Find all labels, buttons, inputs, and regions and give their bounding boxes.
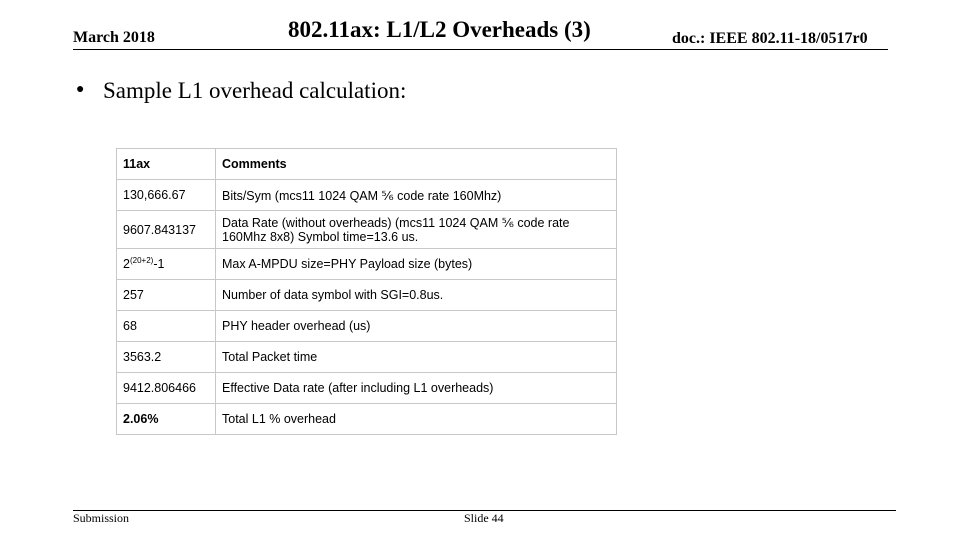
footer-submission: Submission [73,511,130,525]
table-row [117,211,617,249]
header-doc-id: doc.: IEEE 802.11-18/0517r0 [672,30,868,47]
slide-title: 802.11ax: L1/L2 Overheads (3) [288,17,591,42]
value-cell: 130,666.67 [117,180,216,211]
comment-cell: PHY header overhead (us) [216,311,617,342]
comment-cell: Total L1 % overhead [216,404,617,435]
overhead-table [116,148,617,435]
table-row [117,373,617,404]
comment-cell: Data Rate (without overheads) (mcs11 1024 QAM ⅚ code rate 160Mhz 8x8) Symbol time=13.6 us. [216,211,617,249]
header-date: March 2018 [73,29,155,46]
table-row [117,180,617,211]
overhead-percent: 2.06% [123,412,159,426]
bullet-dot-icon: ● [76,81,85,97]
value-cell: 257 [117,280,216,311]
comment-cell: Bits/Sym (mcs11 1024 QAM ⅚ code rate 160Mhz) [216,180,617,211]
table-row [117,311,617,342]
comment-cell: Total Packet time [216,342,617,373]
value-cell: 9412.806466 [117,373,216,404]
value-cell: 9607.843137 [117,211,216,249]
comment-cell: Effective Data rate (after including L1 overheads) [216,373,617,404]
table-header-row [117,149,617,180]
value-cell [117,249,216,280]
slide-number: Slide 44 [464,511,504,525]
value-cell: 68 [117,311,216,342]
table-row [117,404,617,435]
bullet-item [76,78,406,104]
table-row [117,280,617,311]
bullet-text: Sample L1 overhead calculation: [103,78,407,103]
value-cell [117,404,216,435]
header-cell-comments: Comments [216,149,617,180]
value-cell: 3563.2 [117,342,216,373]
value-exponent: (20+2) [129,256,154,266]
table-row [117,342,617,373]
comment-cell: Number of data symbol with SGI=0.8us. [216,280,617,311]
value-tail: -1 [153,257,165,272]
comment-cell: Max A-MPDU size=PHY Payload size (bytes) [216,249,617,280]
header-cell-11ax: 11ax [117,149,216,180]
header-divider [73,49,888,50]
table-row [117,249,617,280]
value-base: 2 [123,257,130,272]
